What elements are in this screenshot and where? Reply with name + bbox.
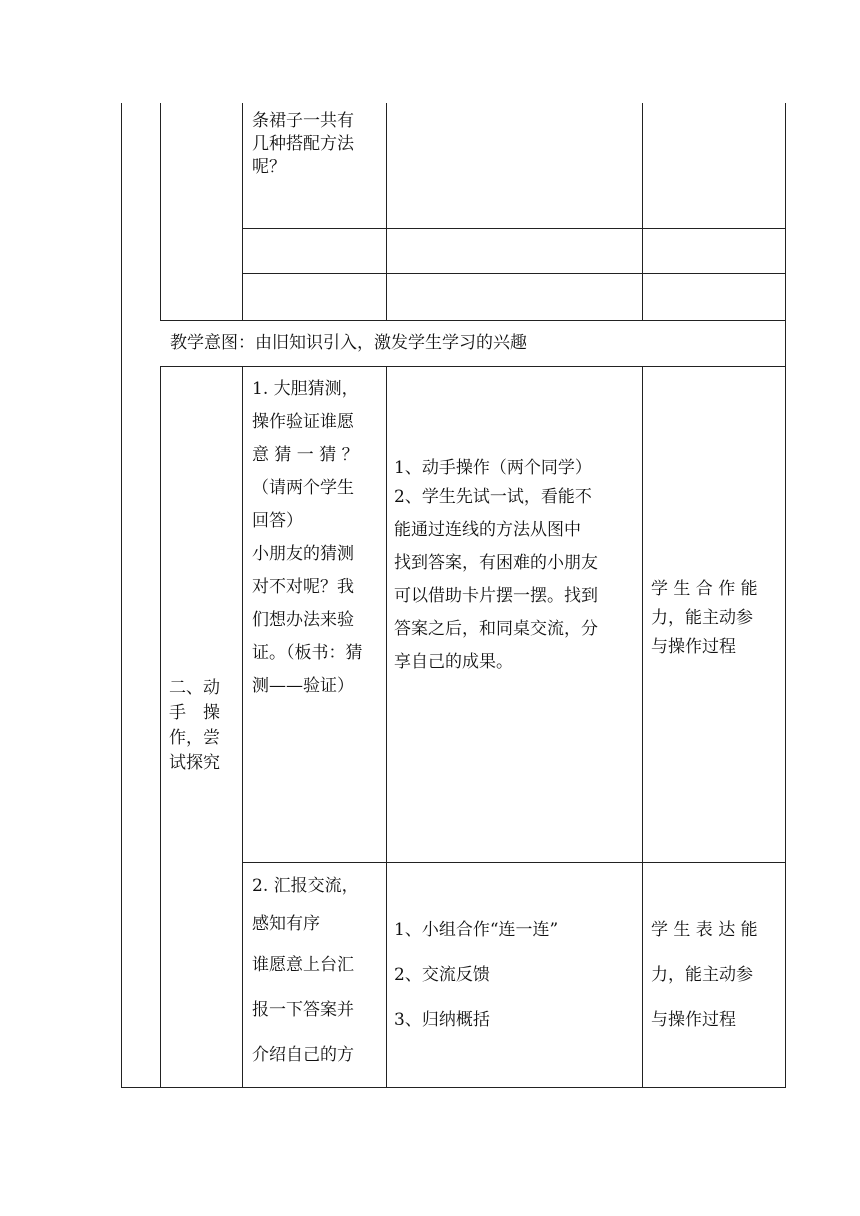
- student-activity-step1: [394, 455, 598, 679]
- stage-label: [169, 676, 220, 776]
- text-line: 1. 大胆猜测，: [252, 379, 359, 399]
- text-line: 们想办法来验: [252, 610, 354, 630]
- column-divider-intent: [642, 366, 643, 1088]
- text-line: 手 操: [169, 703, 220, 723]
- text-line: 能通过连线的方法从图中: [394, 520, 581, 540]
- text-line: 介绍自己的方: [252, 1045, 354, 1065]
- text-line: 测——验证）: [252, 676, 354, 696]
- text-line: 对不对呢？我: [252, 577, 354, 597]
- table-border-bottom: [121, 1087, 786, 1088]
- text-line: 答案之后，和同桌交流，分: [394, 619, 598, 639]
- text-line: 与操作过程: [651, 637, 736, 657]
- text-line: 作，尝: [169, 728, 220, 748]
- text-line: 3、归纳概括: [394, 1010, 490, 1030]
- column-divider-stage: [160, 366, 161, 1088]
- teacher-activity-step2: [252, 870, 359, 1072]
- text-line: 操作验证谁愿: [252, 412, 354, 432]
- column-divider-teacher: [242, 103, 243, 320]
- design-intent-step2: [651, 918, 758, 1033]
- text-line: 呢？: [252, 157, 286, 177]
- text-line: 意 猜 一 猜 ？: [252, 445, 359, 465]
- teaching-intent-row: [170, 332, 527, 355]
- teacher-activity-step1: [252, 373, 363, 703]
- teaching-intent-text: 教学意图：由旧知识引入，激发学生学习的兴趣: [170, 333, 527, 353]
- teacher-activity-continued: [252, 110, 354, 179]
- text-line: 几种搭配方法: [252, 134, 354, 154]
- text-line: 1、小组合作“连一连”: [394, 920, 559, 940]
- text-line: 可以借助卡片摆一摆。找到: [394, 586, 598, 606]
- text-line: 与操作过程: [651, 1010, 736, 1030]
- table-border-left: [121, 103, 122, 1088]
- student-activity-step2: [394, 918, 558, 1033]
- text-line: 享自己的成果。: [394, 652, 513, 672]
- column-divider-stage: [160, 103, 161, 320]
- row-divider: [160, 320, 786, 321]
- text-line: 条裙子一共有: [252, 111, 354, 131]
- text-line: 证。（板书：猜: [252, 643, 363, 663]
- column-divider-student: [386, 103, 387, 320]
- text-line: 2. 汇报交流，: [252, 876, 359, 896]
- text-line: 小朋友的猜测: [252, 544, 354, 564]
- row-divider: [242, 228, 786, 229]
- column-divider-teacher: [242, 366, 243, 1088]
- column-divider-intent: [642, 103, 643, 320]
- text-line: 1、动手操作（两个同学）: [394, 458, 592, 478]
- text-line: 2、学生先试一试，看能不: [394, 487, 592, 507]
- column-divider-student: [386, 366, 387, 1088]
- text-line: 2、交流反馈: [394, 965, 490, 985]
- text-line: 回答）: [252, 511, 303, 531]
- text-line: 报一下答案并: [252, 1000, 354, 1020]
- text-line: 试探究: [169, 753, 220, 773]
- row-divider: [242, 273, 786, 274]
- text-line: 找到答案，有困难的小朋友: [394, 553, 598, 573]
- text-line: （请两个学生: [252, 478, 354, 498]
- text-line: 谁愿意上台汇: [252, 955, 354, 975]
- text-line: 力，能主动参: [651, 965, 753, 985]
- design-intent-step1: [651, 575, 758, 662]
- row-divider: [242, 862, 786, 863]
- row-divider: [160, 366, 786, 367]
- text-line: 感知有序: [252, 914, 320, 934]
- text-line: 力，能主动参: [651, 608, 753, 628]
- text-line: 二、动: [169, 678, 220, 698]
- table-border-right: [785, 103, 786, 1088]
- text-line: 学 生 表 达 能: [651, 920, 758, 940]
- text-line: 学 生 合 作 能: [651, 579, 758, 599]
